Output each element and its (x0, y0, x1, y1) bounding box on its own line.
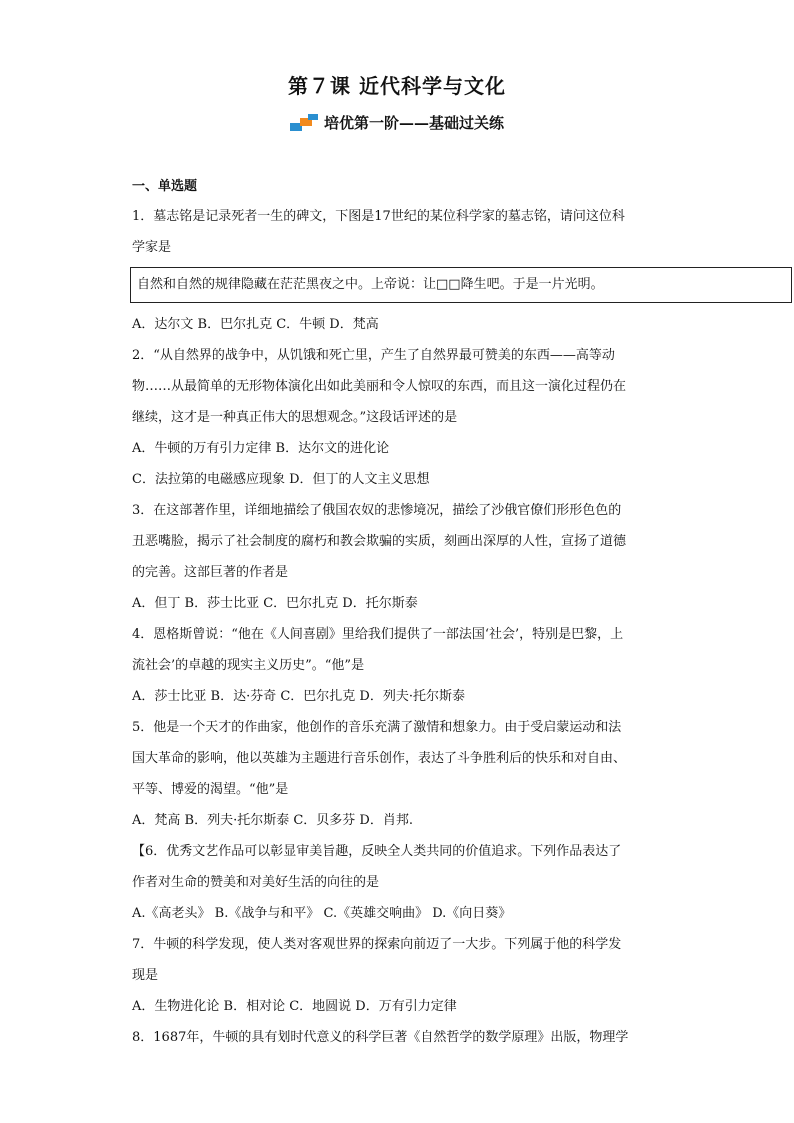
question-3 (132, 495, 672, 619)
question-text: 国大革命的影响，他以英雄为主题进行音乐创作，表达了斗争胜利后的快乐和对自由、 (132, 751, 627, 766)
question-text: 现是 (132, 968, 159, 983)
section-heading: 一、单选题 (132, 179, 198, 194)
question-2 (132, 340, 672, 495)
question-text: 4．恩格斯曾说：“他在《人间喜剧》里给我们提供了一部法国‘社会’，特别是巴黎，上 (132, 627, 624, 642)
answer-options: A．梵高 B．列夫·托尔斯泰 C．贝多芬 D．肖邦. (132, 813, 413, 828)
question-text: 3．在这部著作里，详细地描绘了俄国农奴的悲惨境况，描绘了沙俄官僚们形形色色的 (132, 503, 622, 518)
question-text: 学家是 (132, 240, 172, 255)
question-text: 1．墓志铭是记录死者一生的碑文，下图是17世纪的某位科学家的墓志铭，请问这位科 (132, 209, 625, 224)
answer-options: A．生物进化论 B．相对论 C．地圆说 D．万有引力定律 (132, 999, 457, 1014)
question-6 (132, 836, 672, 929)
question-text: 物……从最简单的无形物体演化出如此美丽和令人惊叹的东西，而且这一演化过程仍在 (132, 379, 627, 394)
answer-options: A．牛顿的万有引力定律 B．达尔文的进化论 (132, 441, 390, 456)
question-8 (132, 1022, 672, 1053)
answer-options: C．法拉第的电磁感应现象 D．但丁的人文主义思想 (132, 472, 430, 487)
blocks-logo-icon (290, 114, 318, 134)
answer-options: A．达尔文 B．巴尔扎克 C．牛顿 D．梵高 (132, 317, 379, 332)
question-4 (132, 619, 672, 712)
question-text: 作者对生命的赞美和对美好生活的向往的是 (132, 875, 380, 890)
question-text: 2．“从自然界的战争中，从饥饿和死亡里，产生了自然界最可赞美的东西——高等动 (132, 348, 615, 363)
answer-options: A．但丁 B．莎士比亚 C．巴尔扎克 D．托尔斯泰 (132, 596, 418, 611)
question-text: 丑恶嘴脸，揭示了社会制度的腐朽和教会欺骗的实质，刻画出深厚的人性，宣扬了道德 (132, 534, 627, 549)
answer-options: A．莎士比亚 B．达·芬奇 C．巴尔扎克 D．列夫·托尔斯泰 (132, 689, 465, 704)
question-text: 5．他是一个天才的作曲家，他创作的音乐充满了激情和想象力。由于受启蒙运动和法 (132, 720, 622, 735)
question-text: 8．1687年，牛顿的具有划时代意义的科学巨著《自然哲学的数学原理》出版，物理学 (132, 1030, 629, 1045)
answer-options: A.《高老头》 B.《战争与和平》 C.《英雄交响曲》 D.《向日葵》 (132, 906, 512, 921)
subtitle-row (0, 112, 794, 134)
question-text: 继续，这才是一种真正伟大的思想观念。”这段话评述的是 (132, 410, 458, 425)
question-1 (132, 201, 672, 340)
question-text: 流社会’的卓越的现实主义历史”。“他”是 (132, 658, 365, 673)
epitaph-quote-box: 自然和自然的规律隐藏在茫茫黑夜之中。上帝说：让□□降生吧。于是一片光明。 (130, 267, 792, 303)
question-text: 7．牛顿的科学发现，使人类对客观世界的探索向前迈了一大步。下列属于他的科学发 (132, 937, 622, 952)
question-text: 【6．优秀文艺作品可以彰显审美旨趣，反映全人类共同的价值追求。下列作品表达了 (132, 844, 622, 859)
question-list (132, 174, 672, 1053)
question-text: 平等、博爱的渴望。“他”是 (132, 782, 289, 797)
question-text: 的完善。这部巨著的作者是 (132, 565, 289, 580)
question-7 (132, 929, 672, 1022)
page-title: 第７课 近代科学与文化 (288, 74, 506, 98)
question-5 (132, 712, 672, 836)
subtitle: 培优第一阶——基础过关练 (323, 114, 504, 132)
